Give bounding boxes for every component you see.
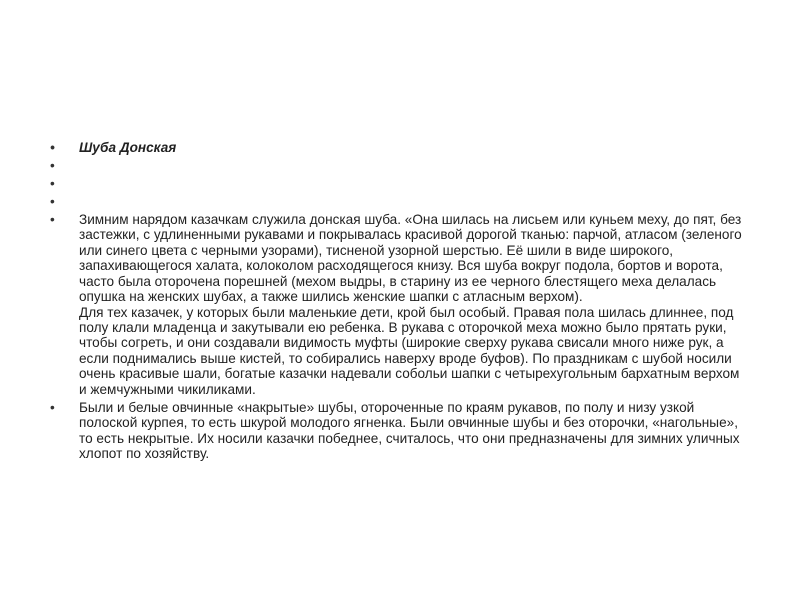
empty-bullet-3 bbox=[50, 194, 750, 209]
paragraph-1: • Зимним нарядом казачкам служила донская шуба. «Она шилась на лисьем или куньем меху, до пят, без застежки, с удлиненными рукавами и покрывалась красивой дорогой тканью: парчой, атласом (зеленого или синего цвета с черными узорами), тисненой узорной шерстью. Её шили в виде широкого, запахивающегося халата, колоколом расходящегося книзу. Вся шуба вокруг подола, бортов и ворота, часто была оторочена порешней (мехом выдры, в старину из ее черного блестящего меха делалась опушка на женских шубах, а также шились женские шапки с атласным верхом). bbox=[79, 212, 742, 305]
bullet-list bbox=[50, 140, 750, 462]
paragraph-2: Для тех казачек, у которых были маленькие дети, крой был особый. Правая пола шилась длиннее, под полу клали младенца и закутывали ею ребенка. В рукава с оторочкой меха можно было прятать руки, чтобы согреть, и они создавали видимость муфты (широкие сверху рукава свисали много ниже рук, а если поднимались выше кистей, то собирались наверху вроде буфов). По праздникам с шубой носили очень красивые шали, богатые казачки надевали собольи шапки с четырехугольным бархатным верхом и жемчужными чикиликами. bbox=[79, 304, 740, 397]
empty-bullet-2 bbox=[50, 176, 750, 191]
bullet-item-sheepskin-coats: • Были и белые овчинные «накрытые» шубы, отороченные по краям рукавов, по полу и низу узкой полоской курпея, то есть шкурой молодого ягненка. Были овчинные шубы и без оторочки, «нагольные», то есть некрытые. Их носили казачки победнее, считалось, что они предназначены для зимних уличных хлопот по хозяйству. bbox=[50, 400, 750, 462]
bullet-item-fur-coat-description bbox=[50, 212, 750, 397]
empty-bullet-1 bbox=[50, 158, 750, 173]
slide-title: • Шуба Донская bbox=[50, 140, 750, 155]
